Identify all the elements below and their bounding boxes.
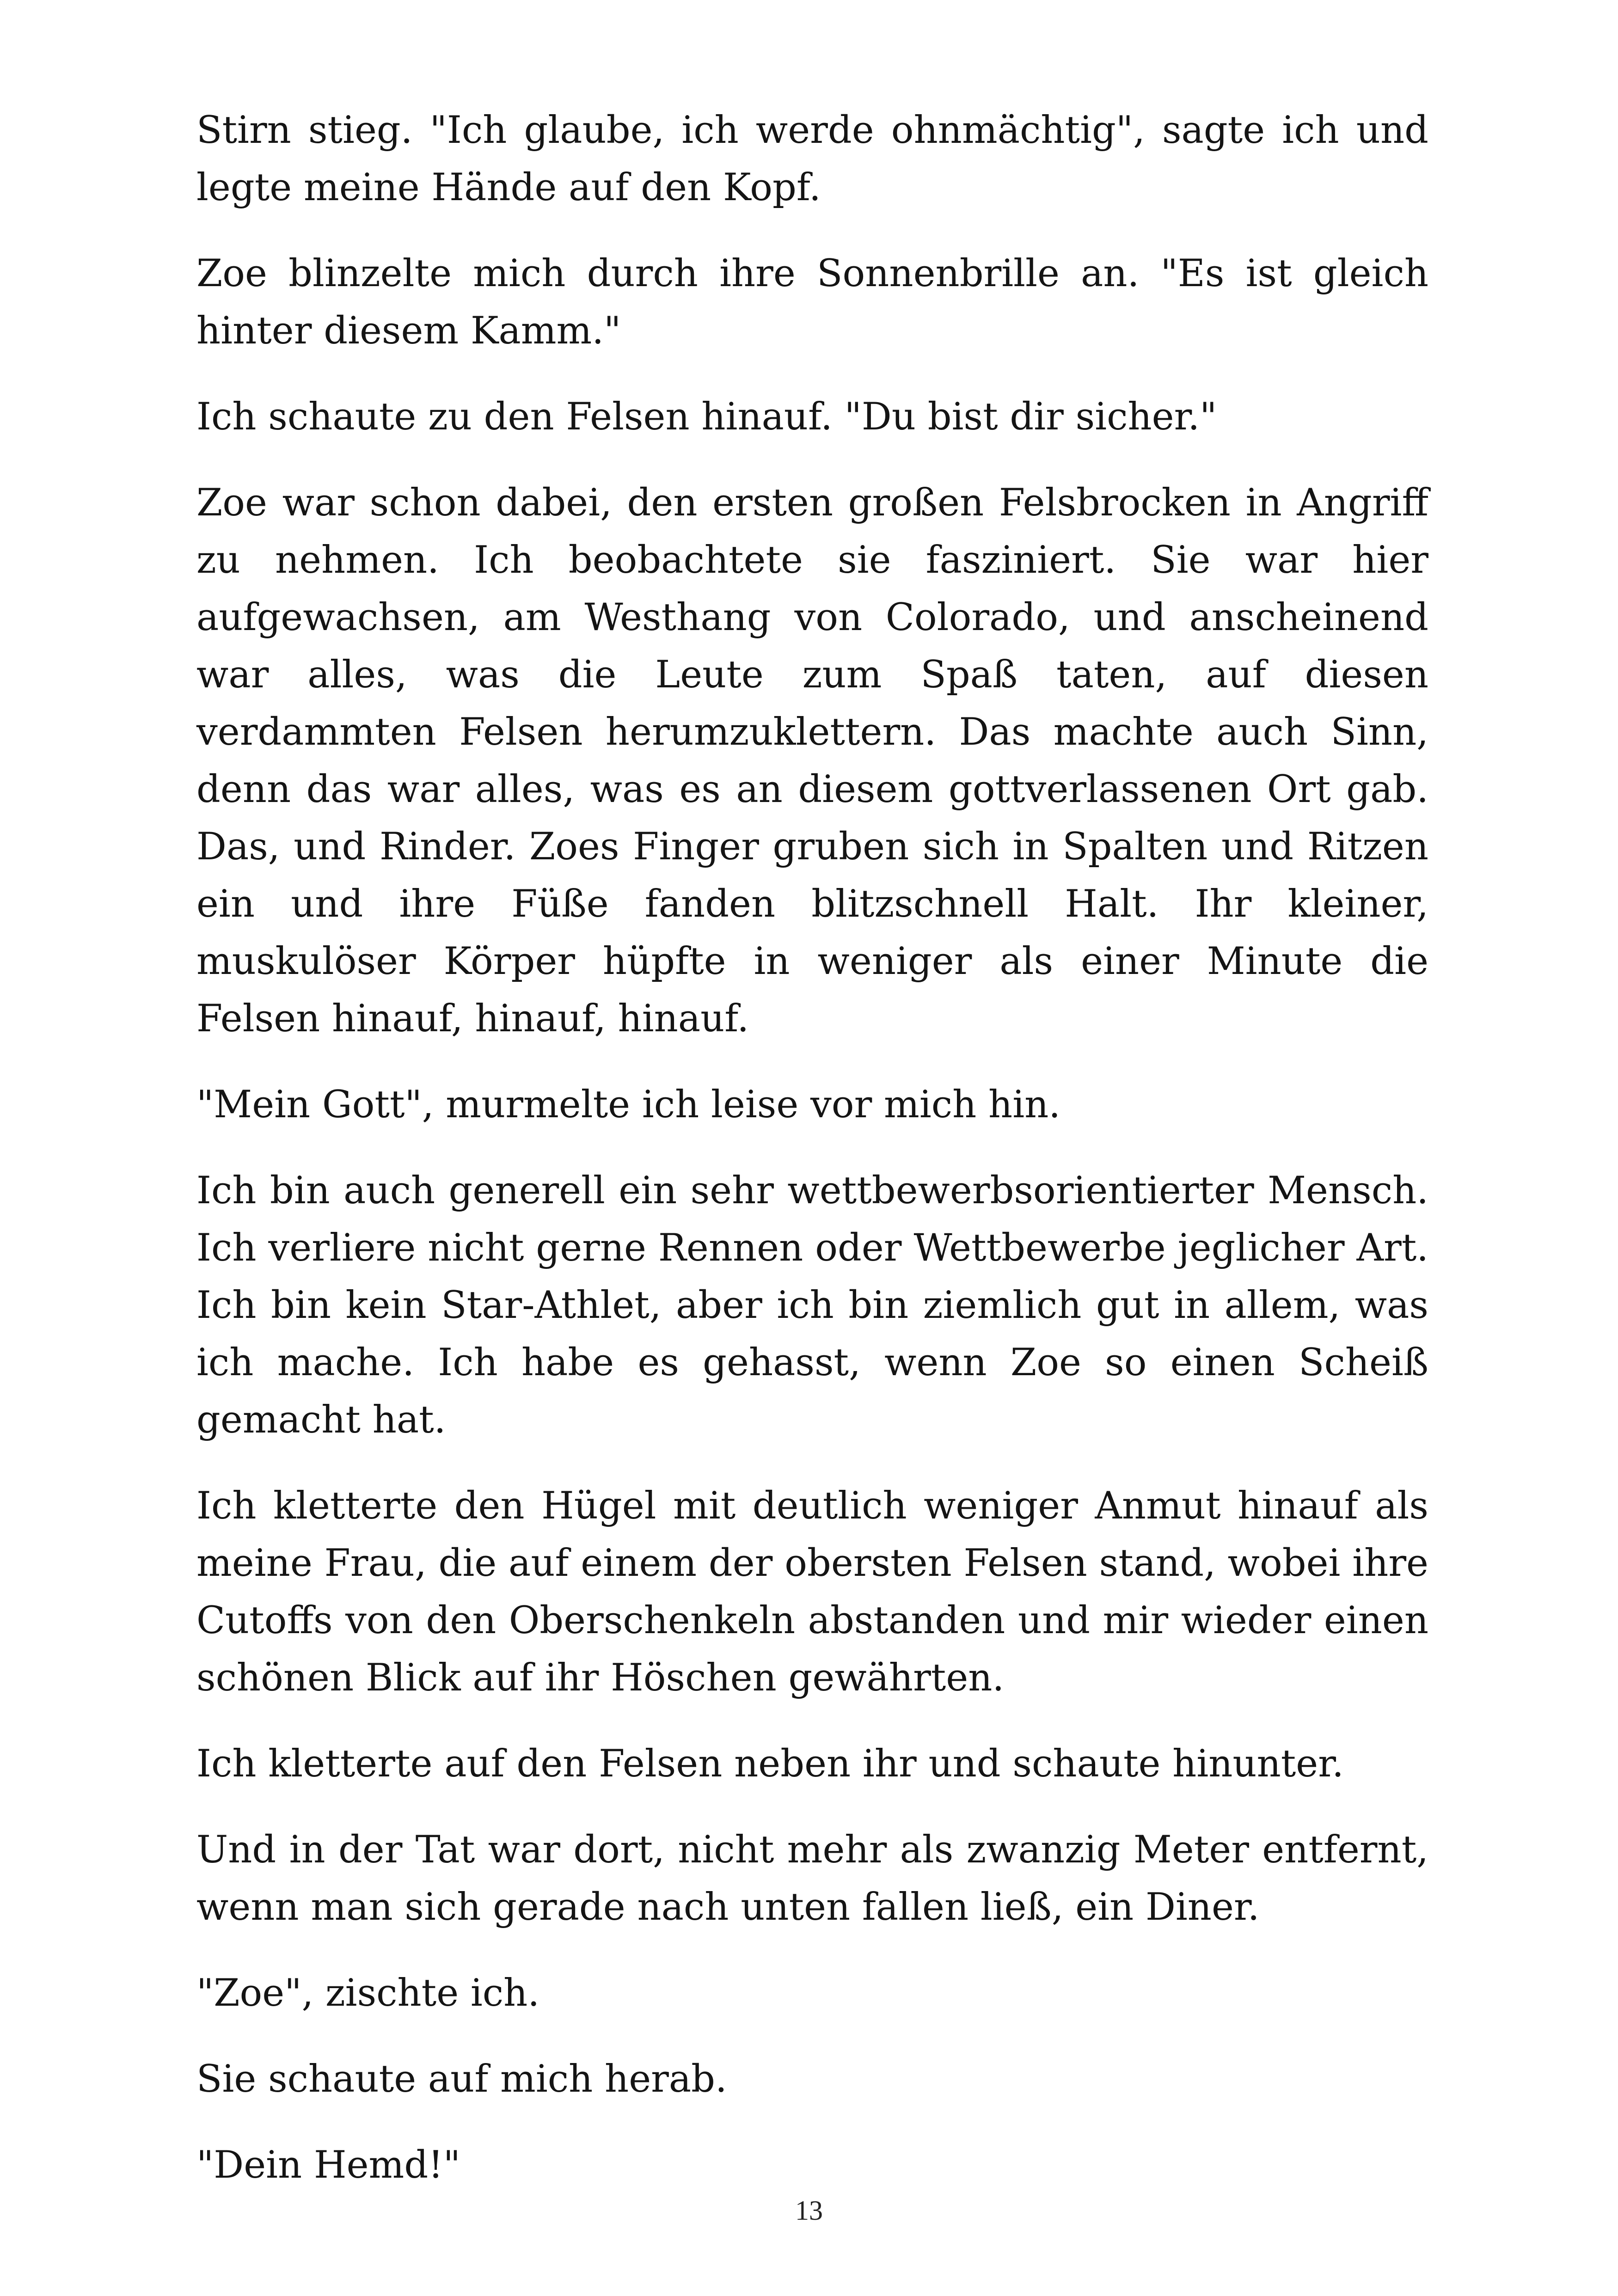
paragraph: Ich kletterte den Hügel mit deutlich weniger Anmut hinauf als meine Frau, die auf einem der obersten Felsen stand, wobei ihre Cutoffs von den Oberschenkeln abstanden und mir wieder einen schönen Blick auf ihr Höschen gewährten.	[196, 1484, 1428, 1700]
paragraph: Stirn stieg. "Ich glaube, ich werde ohnmächtig", sagte ich und legte meine Hände auf den Kopf.	[196, 109, 1428, 209]
paragraph: Sie schaute auf mich herab.	[196, 2057, 727, 2101]
body-text	[196, 102, 1428, 2223]
paragraph: Zoe blinzelte mich durch ihre Sonnenbrille an. "Es ist gleich hinter diesem Kamm."	[196, 252, 1428, 353]
page-number: 13	[795, 2195, 823, 2226]
paragraph: "Dein Hemd!"	[196, 2143, 460, 2187]
paragraph: Ich bin auch generell ein sehr wettbewerbsorientierter Mensch. Ich verliere nicht gerne Rennen oder Wettbewerbe jeglicher Art. Ich bin kein Star-Athlet, aber ich bin ziemlich gut in allem, was ich mache. Ich habe es gehasst, wenn Zoe so einen Scheiß gemacht hat.	[196, 1169, 1428, 1442]
paragraph: Und in der Tat war dort, nicht mehr als zwanzig Meter entfernt, wenn man sich gerade nach unten fallen ließ, ein Diner.	[196, 1828, 1428, 1929]
paragraph: "Zoe", zischte ich.	[196, 1971, 540, 2015]
paragraph: "Mein Gott", murmelte ich leise vor mich hin.	[196, 1083, 1061, 1127]
paragraph: Ich kletterte auf den Felsen neben ihr und schaute hinunter.	[196, 1742, 1344, 1786]
paragraph: Ich schaute zu den Felsen hinauf. "Du bist dir sicher."	[196, 395, 1217, 439]
paragraph: Zoe war schon dabei, den ersten großen Felsbrocken in Angriff zu nehmen. Ich beobachtete sie fasziniert. Sie war hier aufgewachsen, am Westhang von Colorado, und anscheinend war alles, was die Leute zum Spaß taten, auf diesen verdammten Felsen herumzuklettern. Das machte auch Sinn, denn das war alles, was es an diesem gottverlassenen Ort gab. Das, und Rinder. Zoes Finger gruben sich in Spalten und Ritzen ein und ihre Füße fanden blitzschnell Halt. Ihr kleiner, muskulöser Körper hüpfte in weniger als einer Minute die Felsen hinauf, hinauf, hinauf.	[196, 481, 1428, 1041]
